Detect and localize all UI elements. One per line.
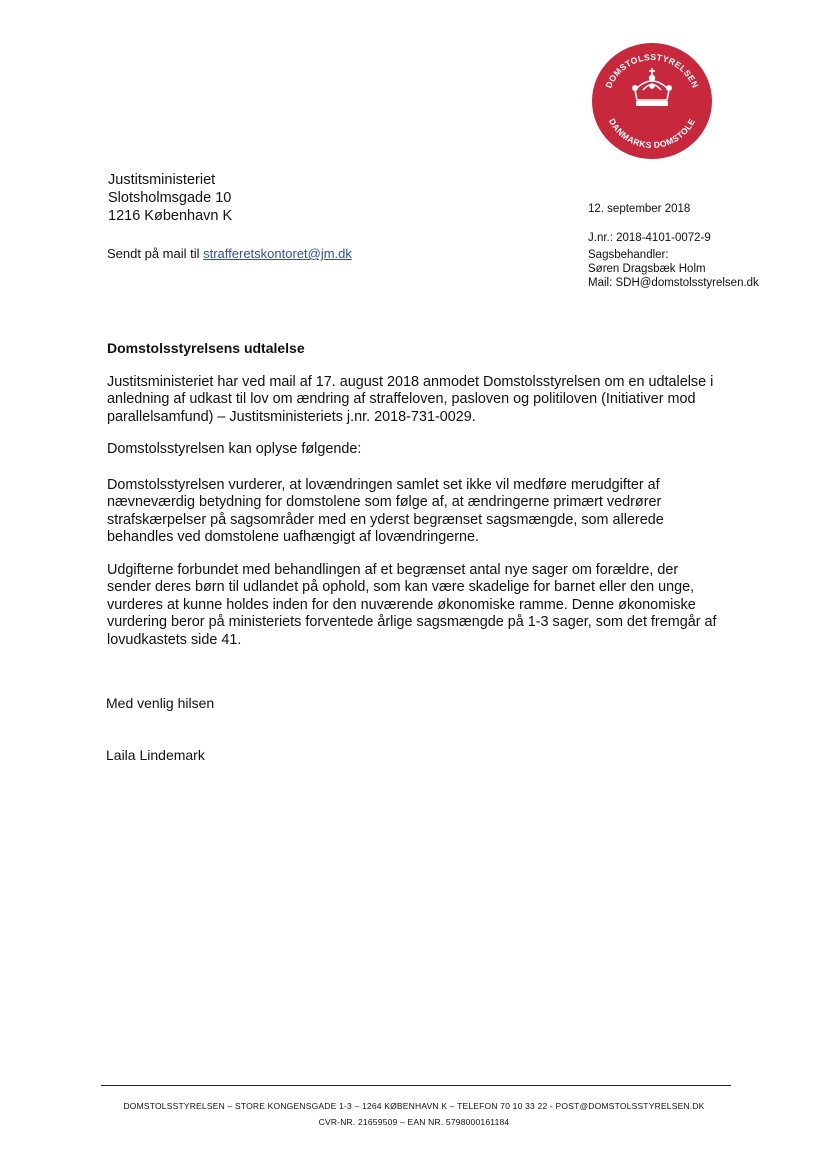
case-handler-mail: Mail: SDH@domstolsstyrelsen.dk (588, 277, 759, 289)
paragraph-line: Justitsministeriet har ved mail af 17. august 2018 anmodet Domstolsstyrelsen om en udtalelse i (107, 374, 714, 390)
recipient-name: Justitsministeriet (108, 172, 216, 188)
footer-divider (101, 1085, 731, 1086)
paragraph-line: Domstolsstyrelsen vurderer, at lovændringen samlet set ikke vil medføre merudgifter af (107, 477, 660, 493)
seal-bottom-text: DANMARKS DOMSTOLE (606, 116, 698, 151)
seal-top-text: DOMSTOLSSTYRELSEN (603, 51, 701, 90)
closing-greeting: Med venlig hilsen (106, 695, 215, 711)
recipient-street: Slotsholmsgade 10 (108, 190, 232, 206)
paragraph-line: anledning af udkast til lov om ændring af straffeloven, pasloven og politiloven (Initiativer mod (107, 391, 696, 408)
paragraph-line: sender deres børn til udlandet på ophold, som kan være skadelige for barnet eller den unge, (107, 579, 695, 596)
signature-name: Laila Lindemark (106, 747, 205, 763)
paragraph-line: lovudkastets side 41. (107, 631, 242, 648)
paragraph-line: Udgifterne forbundet med behandlingen af et begrænset antal nye sager om forældre, der (107, 562, 679, 578)
paragraph-line: strafskærpelser på sagsområder med en yderst begrænset sagsmængde, som allerede (107, 511, 664, 528)
letter-date: 12. september 2018 (588, 203, 691, 215)
letter-heading: Domstolsstyrelsens udtalelse (107, 340, 305, 356)
case-handler-label: Sagsbehandler: (588, 249, 669, 261)
paragraph-line: behandles ved domstolene uafhængigt af lovændringerne. (107, 529, 480, 546)
footer-registration: CVR-NR. 21659509 – EAN NR. 5798000161184 (318, 1117, 510, 1127)
domstolsstyrelsen-logo (591, 42, 713, 160)
paragraph-3 (107, 477, 732, 547)
paragraph-4 (107, 562, 732, 649)
paragraph-line: vurderes at kunne holdes inden for den nuværende økonomiske ramme. Denne økonomiske (107, 596, 696, 613)
footer-address: DOMSTOLSSTYRELSEN – STORE KONGENSGADE 1-3 – 1264 KØBENHAVN K – TELEFON 70 10 33 22 - POST@DOMSTOLSSTYRELSEN.DK (123, 1101, 705, 1111)
paragraph-line: Domstolsstyrelsen kan oplyse følgende: (107, 441, 362, 457)
sent-by-mail (107, 246, 352, 261)
sent-prefix: Sendt på mail til (107, 246, 204, 261)
recipient-city: 1216 København K (108, 208, 233, 224)
journal-number: J.nr.: 2018-4101-0072-9 (588, 232, 711, 244)
case-handler-name: Søren Dragsbæk Holm (588, 263, 706, 275)
paragraph-2 (107, 441, 732, 458)
recipient-email-link[interactable]: strafferetskontoret@jm.dk (203, 246, 352, 261)
paragraph-1 (107, 374, 732, 426)
paragraph-line: vurdering beror på ministeriets forventede årlige sagsmængde på 1-3 sager, som det fremgår af (107, 614, 717, 631)
paragraph-line: nævneværdig betydning for domstolene som følge af, at ændringerne primært vedrører (107, 494, 662, 511)
paragraph-line: parallelsamfund) – Justitsministeriets j.nr. 2018-731-0029. (107, 408, 476, 425)
